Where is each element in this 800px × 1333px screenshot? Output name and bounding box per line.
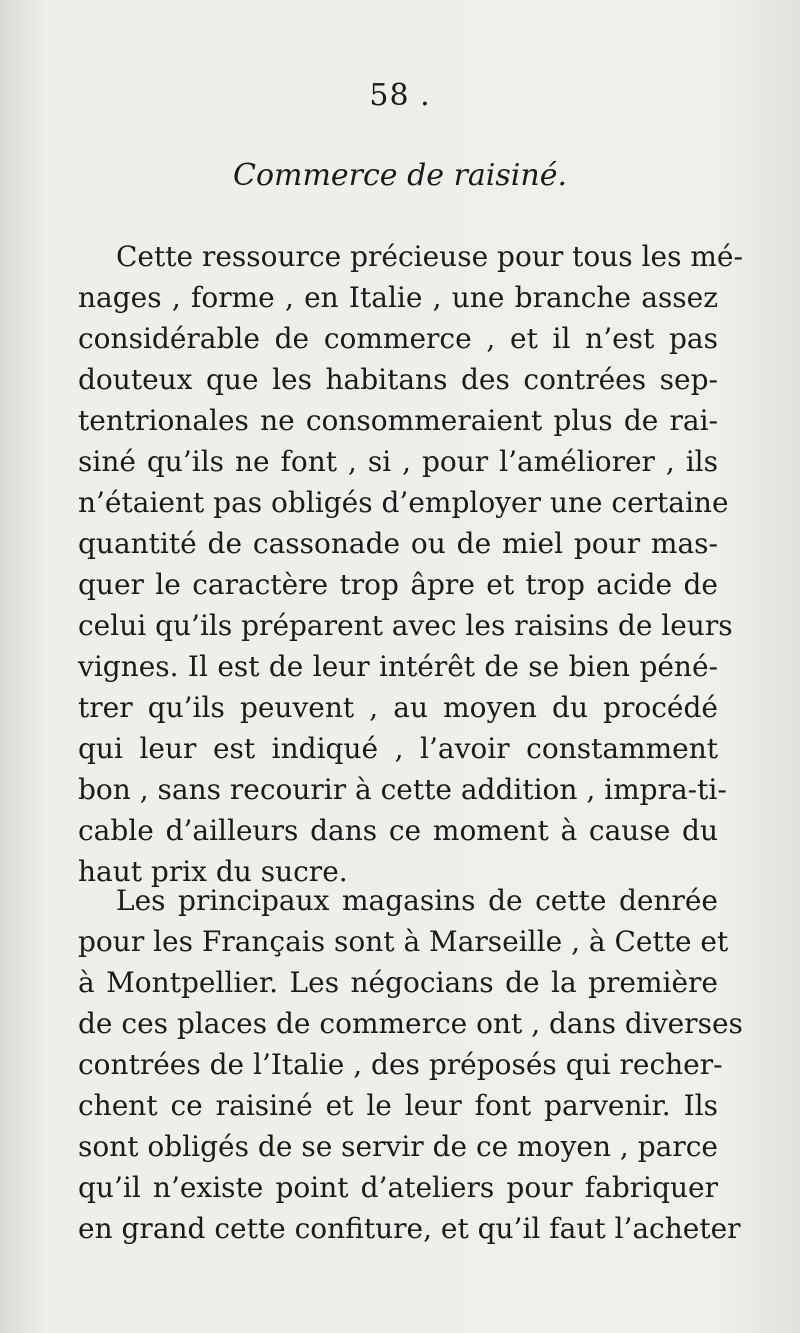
text-line: Les principaux magasins de cette denrée [116, 884, 718, 917]
text-line: contrées de l’Italie , des préposés qui recher- [78, 1048, 723, 1081]
text-line: qu’il n’existe point d’ateliers pour fabriquer [78, 1171, 718, 1204]
text-line: celui qu’ils préparent avec les raisins de leurs [78, 609, 733, 642]
text-line: considérable de commerce , et il n’est pas [78, 322, 718, 355]
text-line: Cette ressource précieuse pour tous les mé- [116, 240, 743, 273]
text-line: vignes. Il est de leur intérêt de se bien péné- [78, 650, 718, 683]
text-line: quer le caractère trop âpre et trop acide de [78, 568, 718, 601]
text-line: à Montpellier. Les négocians de la première [78, 966, 718, 999]
text-line: tentrionales ne consommeraient plus de rai- [78, 404, 718, 437]
text-line: quantité de cassonade ou de miel pour mas- [78, 527, 718, 560]
text-line: siné qu’ils ne font , si , pour l’améliorer , ils [78, 445, 718, 478]
text-line: bon , sans recourir à cette addition , impra-ti- [78, 773, 727, 806]
text-line: nages , forme , en Italie , une branche assez [78, 281, 718, 314]
text-line: sont obligés de se servir de ce moyen , parce [78, 1130, 718, 1163]
text-line: chent ce raisiné et le leur font parvenir. Ils [78, 1089, 718, 1122]
text-line: trer qu’ils peuvent , au moyen du procédé [78, 691, 718, 724]
text-line: douteux que les habitans des contrées sep- [78, 363, 718, 396]
text-line: cable d’ailleurs dans ce moment à cause du [78, 814, 718, 847]
text-line: qui leur est indiqué , l’avoir constamment [78, 732, 718, 765]
page-number: 58 . [369, 78, 431, 113]
text-line: pour les Français sont à Marseille , à Cette et [78, 925, 729, 958]
paragraph-1 [78, 236, 743, 892]
text-line: n’étaient pas obligés d’employer une certaine [78, 486, 729, 519]
section-title: Commerce de raisiné. [232, 158, 567, 193]
text-line: de ces places de commerce ont , dans diverses [78, 1007, 743, 1040]
text-line: haut prix du sucre. [78, 855, 348, 888]
paragraph-2 [78, 880, 743, 1249]
text-line: en grand cette confiture, et qu’il faut l’acheter [78, 1212, 741, 1245]
